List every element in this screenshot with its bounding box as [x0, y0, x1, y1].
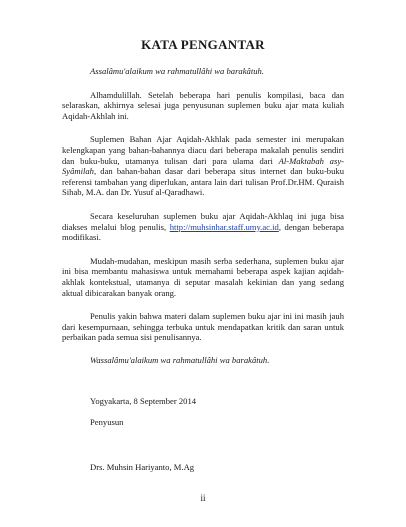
signer-name: Drs. Muhsin Hariyanto, M.Ag — [90, 461, 195, 472]
blog-link[interactable]: http://muhsinhar.staff.umy.ac.id — [169, 221, 279, 232]
paragraph-2-text-b: , dan bahan-bahan dasar dari beberapa situs internet dan buku-buku referensi tambahan yang diperlukan, antara lain dari tulisan Prof.Dr.HM. Quraish Sihab, M.A. dan Dr. Yusuf al-Qaradhawi. — [62, 166, 344, 198]
paragraph-4: Mudah-mudahan, meskipun masih serba sederhana, suplemen buku ajar ini bisa membantu mahasiswa untuk memahami beberapa aspek kajian aqidah-akhlak kontekstual, utamanya di seputar masalah kekinian dan yang sedang aktual dibicarakan banyak orang. — [62, 255, 344, 298]
signer-role: Penyusun — [90, 417, 124, 428]
paragraph-2-text-a: Suplemen Bahan Ajar Aqidah-Akhlak pada semester ini merupakan kelengkapan yang bahan-bahannya diacu dari beberapa makalah penulis sendiri dan buku-buku, utamanya tulisan dari para ulama dari — [62, 134, 344, 166]
place-date: Yogyakarta, 8 September 2014 — [90, 396, 197, 407]
paragraph-5: Penulis yakin bahwa materi dalam suplemen buku ajar ini ini masih jauh dari kesempurnaan, sehingga terbuka untuk mendapatkan kritik dan saran untuk perbaikan pada semua sisi penulisannya. — [62, 311, 344, 343]
paragraph-3-text-b: , dengan beberapa modifikasi. — [62, 221, 344, 243]
closing-greeting: Wassalâmu'alaikum wa rahmatullâhi wa barakâtuh. — [90, 354, 270, 365]
paragraph-3 — [62, 211, 344, 243]
paragraph-1: Alhamdulillah. Setelah beberapa hari penulis kompilasi, baca dan selaraskan, akhirnya selesai juga penyusunan suplemen buku ajar mata kuliah Aqidah-Akhlah ini. — [62, 89, 344, 121]
paragraph-2 — [62, 134, 344, 198]
paragraph-2-italic: Al-Maktabah asy-Syâmilah — [62, 155, 345, 177]
page-number: ii — [200, 493, 206, 503]
document-body — [62, 66, 344, 472]
opening-greeting: Assalâmu'alaikum wa rahmatullâhi wa barakâtuh. — [90, 66, 264, 76]
paragraph-3-text-a: Secara keseluruhan suplemen buku ajar Aqidah-Akhlaq ini juga bisa diakses melalui blog penulis, — [62, 210, 344, 232]
page-title: KATA PENGANTAR — [141, 37, 265, 52]
